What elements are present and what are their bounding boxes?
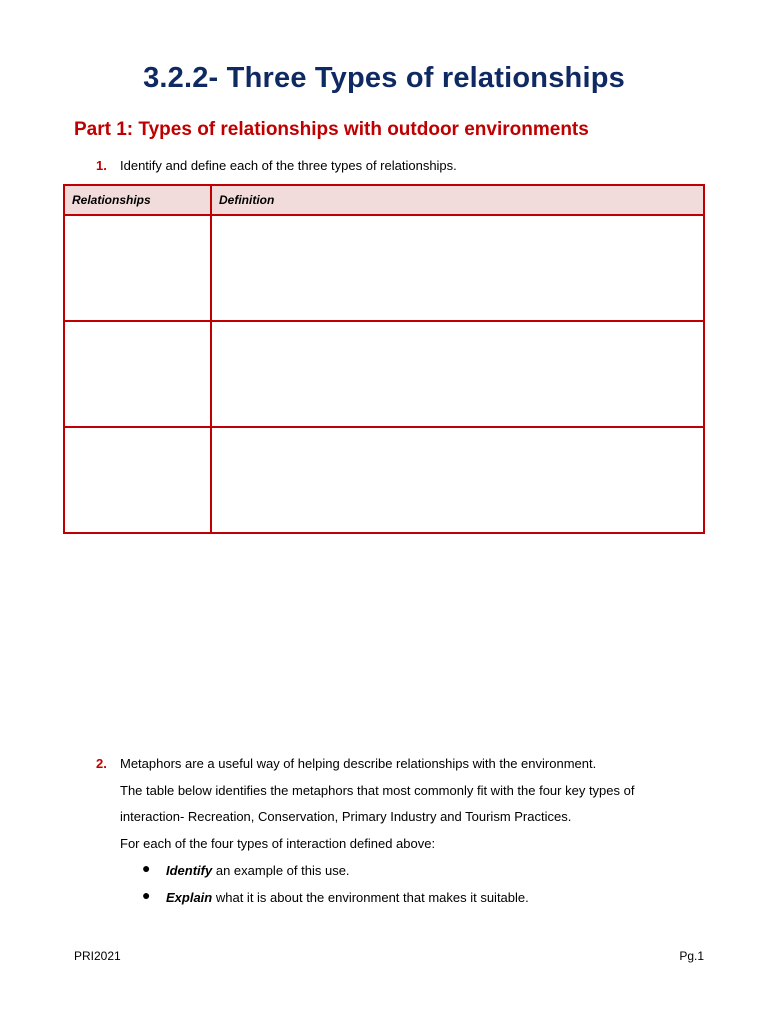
relationships-table <box>63 184 705 534</box>
bullet-keyword: Identify <box>166 863 213 878</box>
bullet-text: what it is about the environment that makes it suitable. <box>212 890 529 905</box>
column-header-relationships: Relationships <box>64 185 211 215</box>
footer-page-number: Pg.1 <box>679 949 704 963</box>
bullet-item-explain <box>166 889 529 907</box>
bullet-text: an example of this use. <box>212 863 350 878</box>
table-header-row <box>64 185 704 215</box>
relationship-cell[interactable] <box>64 215 211 321</box>
question-2-line: Metaphors are a useful way of helping describe relationships with the environment. <box>120 756 597 771</box>
relationship-cell[interactable] <box>64 427 211 533</box>
table-row <box>64 215 704 321</box>
question-2-number: 2. <box>96 756 107 771</box>
question-2-line: The table below identifies the metaphors that most commonly fit with the four key types of <box>120 783 635 798</box>
bullet-dot-icon: ● <box>142 887 151 903</box>
bullet-dot-icon: ● <box>142 860 151 876</box>
footer-document-code: PRI2021 <box>74 949 121 963</box>
bullet-item-identify <box>166 862 350 880</box>
question-2-line: interaction- Recreation, Conservation, Primary Industry and Tourism Practices. <box>120 809 572 824</box>
column-header-definition: Definition <box>211 185 704 215</box>
table-row <box>64 427 704 533</box>
question-2-line: For each of the four types of interaction defined above: <box>120 836 436 851</box>
part-heading: Part 1: Types of relationships with outdoor environments <box>74 119 589 140</box>
relationship-cell[interactable] <box>64 321 211 427</box>
definition-cell[interactable] <box>211 427 704 533</box>
question-1-text: Identify and define each of the three types of relationships. <box>120 158 457 173</box>
question-1-number: 1. <box>96 158 107 173</box>
definition-cell[interactable] <box>211 321 704 427</box>
bullet-keyword: Explain <box>166 890 213 905</box>
page-title: 3.2.2- Three Types of relationships <box>143 62 625 94</box>
definition-cell[interactable] <box>211 215 704 321</box>
table-row <box>64 321 704 427</box>
